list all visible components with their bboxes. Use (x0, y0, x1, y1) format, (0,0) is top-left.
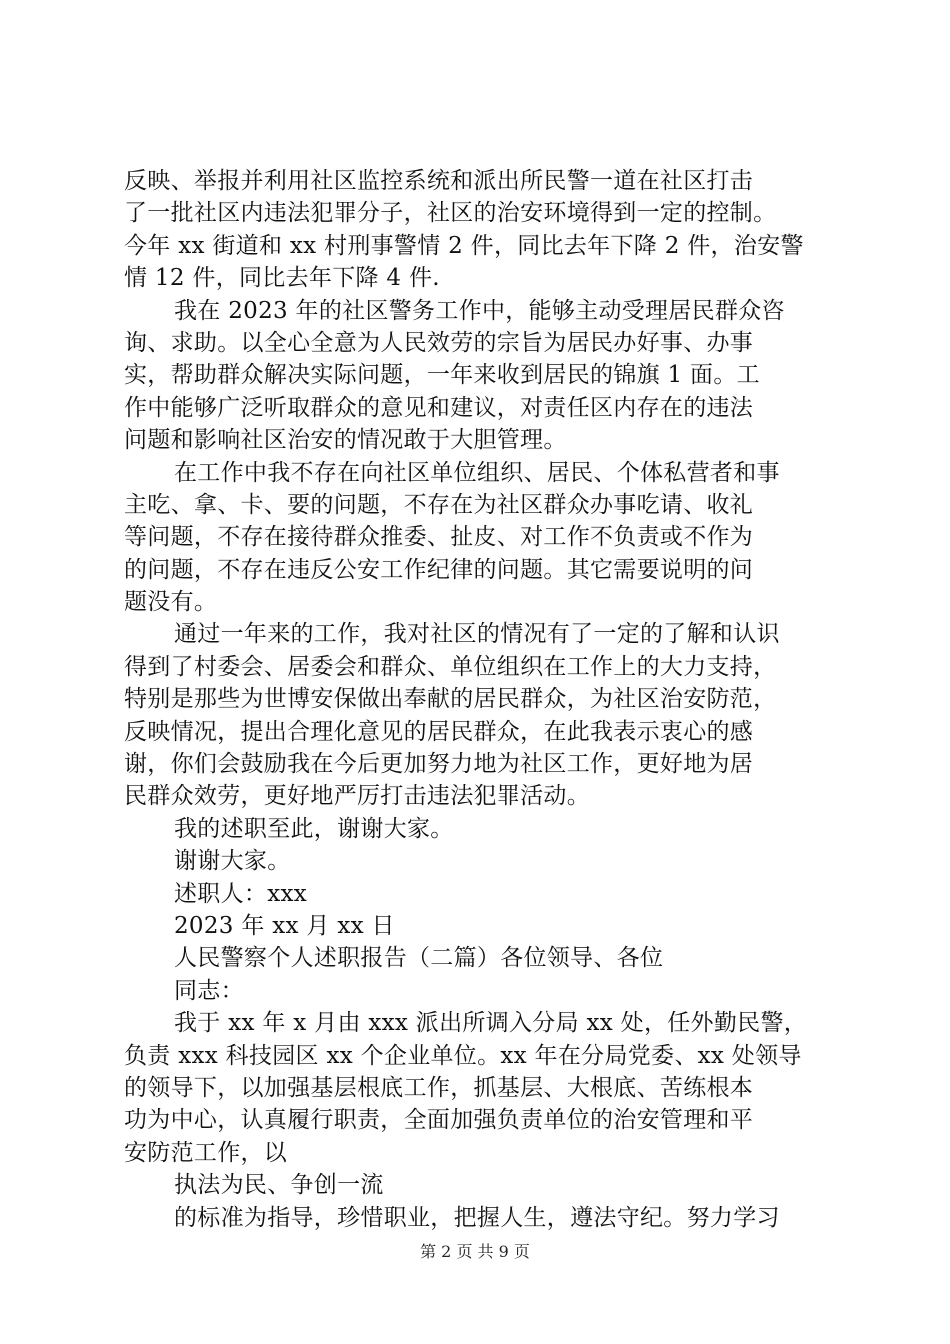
text-line: 询、求助。以全心全意为人民效劳的宗旨为居民办好事、办事 (124, 329, 754, 356)
text-line: 2023 年 xx 月 xx 日 (174, 912, 395, 939)
text-line: 了一批社区内违法犯罪分子，社区的治安环境得到一定的控制。 (124, 200, 777, 227)
text-line: 主吃、拿、卡、要的问题，不存在为社区群众办事吃请、收礼 (124, 491, 754, 518)
text-line: 题没有。 (124, 589, 218, 616)
text-line: 作中能够广泛听取群众的意见和建议，对责任区内存在的违法 (124, 394, 754, 421)
body-text (124, 165, 838, 1234)
text-line: 我于 xx 年 x 月由 xxx 派出所调入分局 xx 处，任外勤民警， (174, 1010, 808, 1037)
text-line: 的领导下，以加强基层根底工作，抓基层、大根底、苦练根本 (124, 1074, 754, 1101)
text-line: 谢谢大家。 (174, 848, 291, 875)
text-line: 功为中心，认真履行职责，全面加强负责单位的治安管理和平 (124, 1107, 754, 1134)
text-line: 人民警察个人述职报告（二篇）各位领导、各位 (174, 945, 664, 972)
text-line: 我的述职至此，谢谢大家。 (174, 815, 454, 842)
page-footer: 第 2 页 共 9 页 (420, 1242, 530, 1261)
text-line: 特别是那些为世博安保做出奉献的居民群众，为社区治安防范， (124, 686, 777, 713)
text-line: 安防范工作，以 (124, 1139, 288, 1166)
text-line: 反映情况，提出合理化意见的居民群众，在此我表示衷心的感 (124, 718, 754, 745)
text-line: 同志： (174, 977, 244, 1004)
text-line: 我在 2023 年的社区警务工作中，能够主动受理居民群众咨 (174, 297, 785, 324)
text-line: 得到了村委会、居委会和群众、单位组织在工作上的大力支持， (124, 653, 777, 680)
text-line: 情 12 件，同比去年下降 4 件. (124, 265, 440, 292)
text-line: 的问题，不存在违反公安工作纪律的问题。其它需要说明的问 (124, 556, 754, 583)
text-line: 述职人：xxx (174, 880, 308, 907)
text-line: 执法为民、争创一流 (174, 1172, 384, 1199)
text-line: 谢，你们会鼓励我在今后更加努力地为社区工作，更好地为居 (124, 751, 754, 778)
text-line: 通过一年来的工作，我对社区的情况有了一定的了解和认识 (174, 621, 780, 648)
text-line: 民群众效劳，更好地严厉打击违法犯罪活动。 (124, 783, 590, 810)
text-line: 在工作中我不存在向社区单位组织、居民、个体私营者和事 (174, 459, 780, 486)
text-line: 等问题，不存在接待群众推委、扯皮、对工作不负责或不作为 (124, 524, 754, 551)
text-line: 的标准为指导，珍惜职业，把握人生，遵法守纪。努力学习 (174, 1204, 780, 1231)
text-line: 问题和影响社区治安的情况敢于大胆管理。 (124, 427, 567, 454)
text-line: 负责 xxx 科技园区 xx 个企业单位。xx 年在分局党委、xx 处领导 (124, 1042, 802, 1069)
text-line: 实，帮助群众解决实际问题，一年来收到居民的锦旗 1 面。工 (124, 362, 760, 389)
text-line: 反映、举报并利用社区监控系统和派出所民警一道在社区打击 (124, 168, 754, 194)
text-line: 今年 xx 街道和 xx 村刑事警情 2 件，同比去年下降 2 件，治安警 (124, 232, 804, 259)
